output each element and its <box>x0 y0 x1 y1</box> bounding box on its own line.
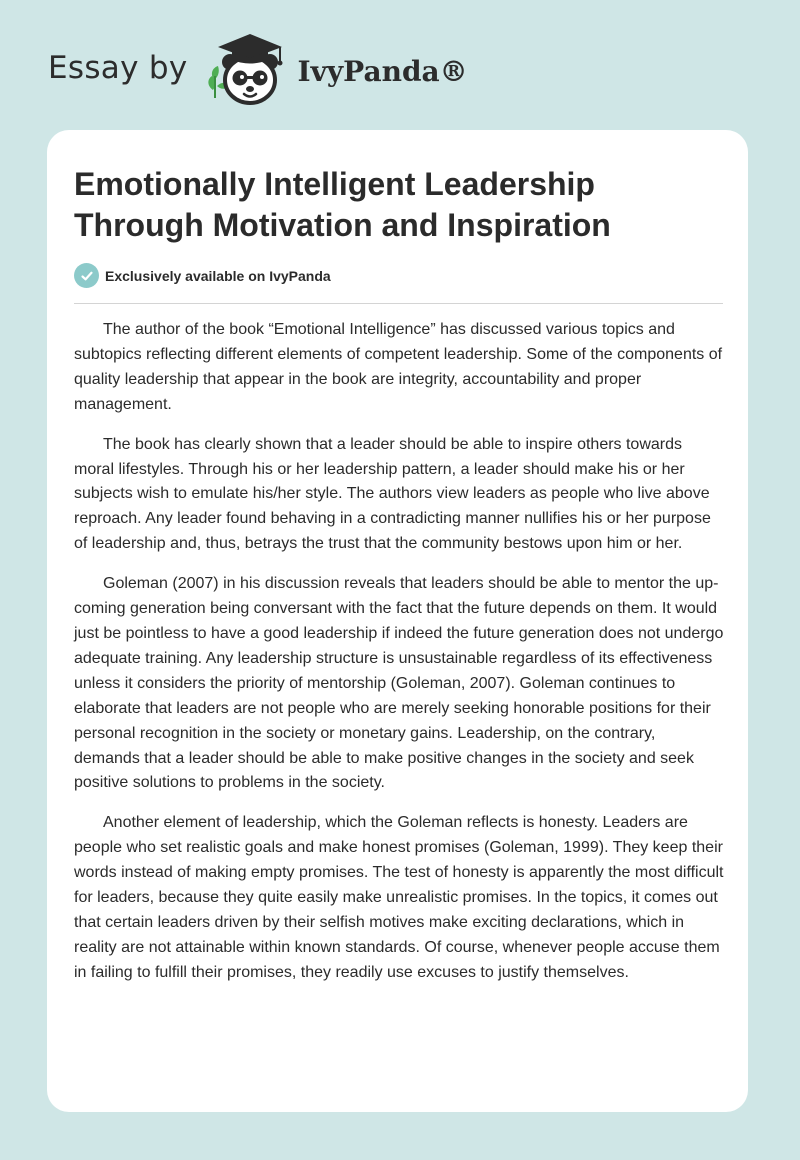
brand-name: IvyPanda® <box>297 54 468 88</box>
essay-card <box>47 130 748 1112</box>
badge-label: Exclusively available on IvyPanda <box>105 267 331 284</box>
panda-logo-icon[interactable] <box>200 30 296 110</box>
paragraph: The book has clearly shown that a leader should be able to inspire others towards moral lifestyles. Through his or her leadership pattern, a leader should make his or her subjects wish to emulate his/her style. The authors view leaders as people who live above reproach. Any leader found behaving in a contradicting manner nullifies his or her purpose of leadership and, thus, betrays the trust that the community bestows upon him or her. <box>74 435 711 553</box>
essay-body <box>74 318 724 1001</box>
exclusive-badge <box>74 263 331 288</box>
divider <box>74 303 723 304</box>
paragraph: Another element of leadership, which the Goleman reflects is honesty. Leaders are people who set realistic goals and make honest promises (Goleman, 1999). They keep their words instead of making empty promises. The test of honesty is apparently the most difficult for leaders, because they quite easily make unrealistic promises. In the topics, it comes out that certain leaders driven by their selfish motives make exciting declarations, which in reality are not attainable within known standards. Of course, whenever people accuse them in failing to fulfill their promises, they readily use excuses to justify themselves. <box>74 814 724 981</box>
site-header <box>48 30 468 110</box>
paragraph: The author of the book “Emotional Intelligence” has discussed various topics and subtopics reflecting different elements of competent leadership. Some of the components of quality leadership that appear in the book are integrity, accountability and proper management. <box>74 321 723 413</box>
essay-title: Emotionally Intelligent Leadership Through Motivation and Inspiration <box>74 166 611 243</box>
brand-prefix: Essay by <box>48 50 188 86</box>
check-icon <box>74 263 99 288</box>
paragraph: Goleman (2007) in his discussion reveals that leaders should be able to mentor the up-coming generation being conversant with the fact that the future depends on them. It would just be pointless to have a good leadership if indeed the future generation does not undergo adequate training. Any leadership structure is unsustainable regardless of its effectiveness unless it considers the priority of mentorship (Goleman, 2007). Goleman continues to elaborate that leaders are not people who are merely seeking honorable positions for their personal recognition in the society or monetary gains. Leadership, on the contrary, demands that a leader should be able to make positive changes in the society and seek positive solutions to problems in the society. <box>74 575 724 792</box>
